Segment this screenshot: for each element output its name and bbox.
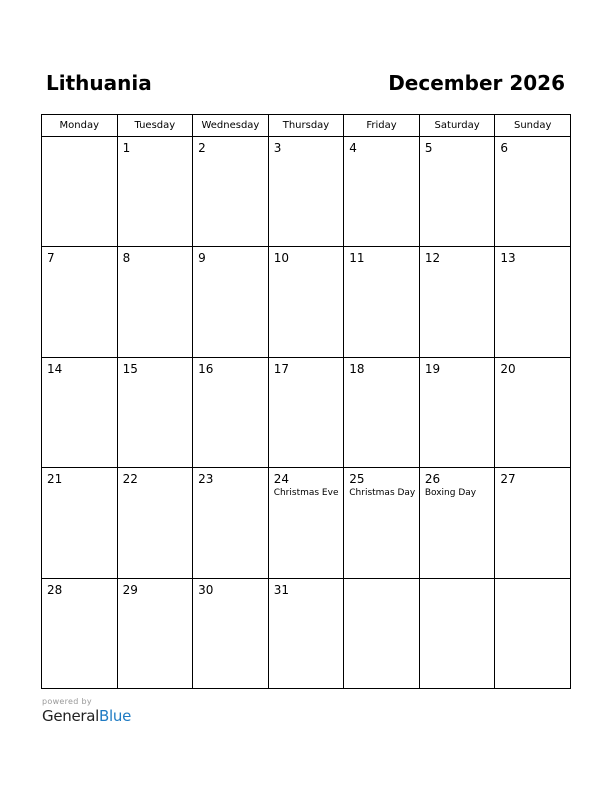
day-cell xyxy=(193,137,269,247)
day-number: 4 xyxy=(349,141,357,155)
weekday-header: Sunday xyxy=(495,115,571,137)
day-number: 22 xyxy=(122,472,138,487)
day-cell xyxy=(42,578,118,688)
week-row xyxy=(42,137,571,247)
day-cell xyxy=(268,247,344,357)
weekday-header: Saturday xyxy=(419,115,495,137)
day-cell xyxy=(495,578,571,688)
day-number: 1 xyxy=(122,141,131,155)
day-number: 16 xyxy=(198,361,214,376)
day-cell xyxy=(117,578,193,688)
weekday-header: Monday xyxy=(42,115,118,137)
country-title: Lithuania xyxy=(46,71,152,95)
holiday-label: Christmas Eve xyxy=(273,488,339,499)
brand-part-blue: Blue xyxy=(99,707,132,725)
day-number: 7 xyxy=(47,251,55,266)
weekday-header: Tuesday xyxy=(117,115,193,137)
day-cell xyxy=(268,357,344,467)
calendar-grid xyxy=(41,114,571,689)
day-cell xyxy=(42,247,118,357)
day-number: 31 xyxy=(273,582,289,597)
day-cell xyxy=(117,468,193,578)
day-cell xyxy=(419,137,495,247)
day-cell xyxy=(495,247,571,357)
day-cell xyxy=(344,137,420,247)
week-row xyxy=(42,357,571,467)
day-cell xyxy=(344,578,420,688)
day-number: 8 xyxy=(122,251,131,266)
day-cell xyxy=(193,578,269,688)
day-number: 11 xyxy=(349,251,365,266)
day-number: 28 xyxy=(47,582,63,597)
holiday-label: Boxing Day xyxy=(424,488,477,499)
day-cell xyxy=(117,137,193,247)
day-number: 20 xyxy=(500,361,516,376)
day-number: 24 xyxy=(273,472,289,487)
week-row xyxy=(42,247,571,357)
day-number: 9 xyxy=(198,251,206,266)
day-number: 17 xyxy=(273,361,289,376)
day-cell xyxy=(419,578,495,688)
day-cell xyxy=(419,357,495,467)
day-cell xyxy=(268,137,344,247)
day-number: 12 xyxy=(424,251,441,266)
day-number: 3 xyxy=(273,141,282,155)
day-cell xyxy=(42,468,118,578)
day-number: 30 xyxy=(198,582,214,597)
day-cell xyxy=(268,468,344,578)
weekday-header: Friday xyxy=(344,115,420,137)
day-cell xyxy=(117,247,193,357)
day-cell xyxy=(344,468,420,578)
generalblue-logo xyxy=(42,707,131,725)
day-cell xyxy=(193,357,269,467)
day-cell xyxy=(419,468,495,578)
day-cell xyxy=(42,357,118,467)
weekday-header-row xyxy=(42,115,571,137)
day-number: 10 xyxy=(273,251,289,266)
weekday-header: Wednesday xyxy=(193,115,269,137)
day-cell xyxy=(495,137,571,247)
day-number: 25 xyxy=(349,472,365,487)
day-number: 27 xyxy=(500,472,516,487)
month-year-title: December 2026 xyxy=(388,71,565,95)
day-number: 18 xyxy=(349,361,365,376)
day-number: 6 xyxy=(500,141,509,155)
day-number: 21 xyxy=(47,472,63,487)
day-number: 14 xyxy=(47,361,63,376)
day-number: 15 xyxy=(122,361,138,376)
day-cell xyxy=(495,357,571,467)
day-cell xyxy=(42,137,118,247)
day-number: 5 xyxy=(424,141,433,155)
day-cell xyxy=(268,578,344,688)
day-number: 23 xyxy=(198,472,214,487)
day-cell xyxy=(193,468,269,578)
holiday-label: Christmas Day xyxy=(349,488,416,499)
day-cell xyxy=(419,247,495,357)
week-row xyxy=(42,468,571,578)
day-cell xyxy=(117,357,193,467)
day-cell xyxy=(344,357,420,467)
day-number: 13 xyxy=(500,251,516,266)
day-cell xyxy=(495,468,571,578)
brand-part-general: General xyxy=(42,707,100,725)
day-number: 19 xyxy=(424,361,441,376)
day-cell xyxy=(193,247,269,357)
day-cell xyxy=(344,247,420,357)
day-number: 29 xyxy=(122,582,138,597)
day-number: 2 xyxy=(198,141,206,155)
week-row xyxy=(42,578,571,688)
weekday-header: Thursday xyxy=(268,115,344,137)
powered-by-text: powered by xyxy=(42,697,92,706)
footer-branding xyxy=(42,697,131,725)
day-number: 26 xyxy=(424,472,441,487)
